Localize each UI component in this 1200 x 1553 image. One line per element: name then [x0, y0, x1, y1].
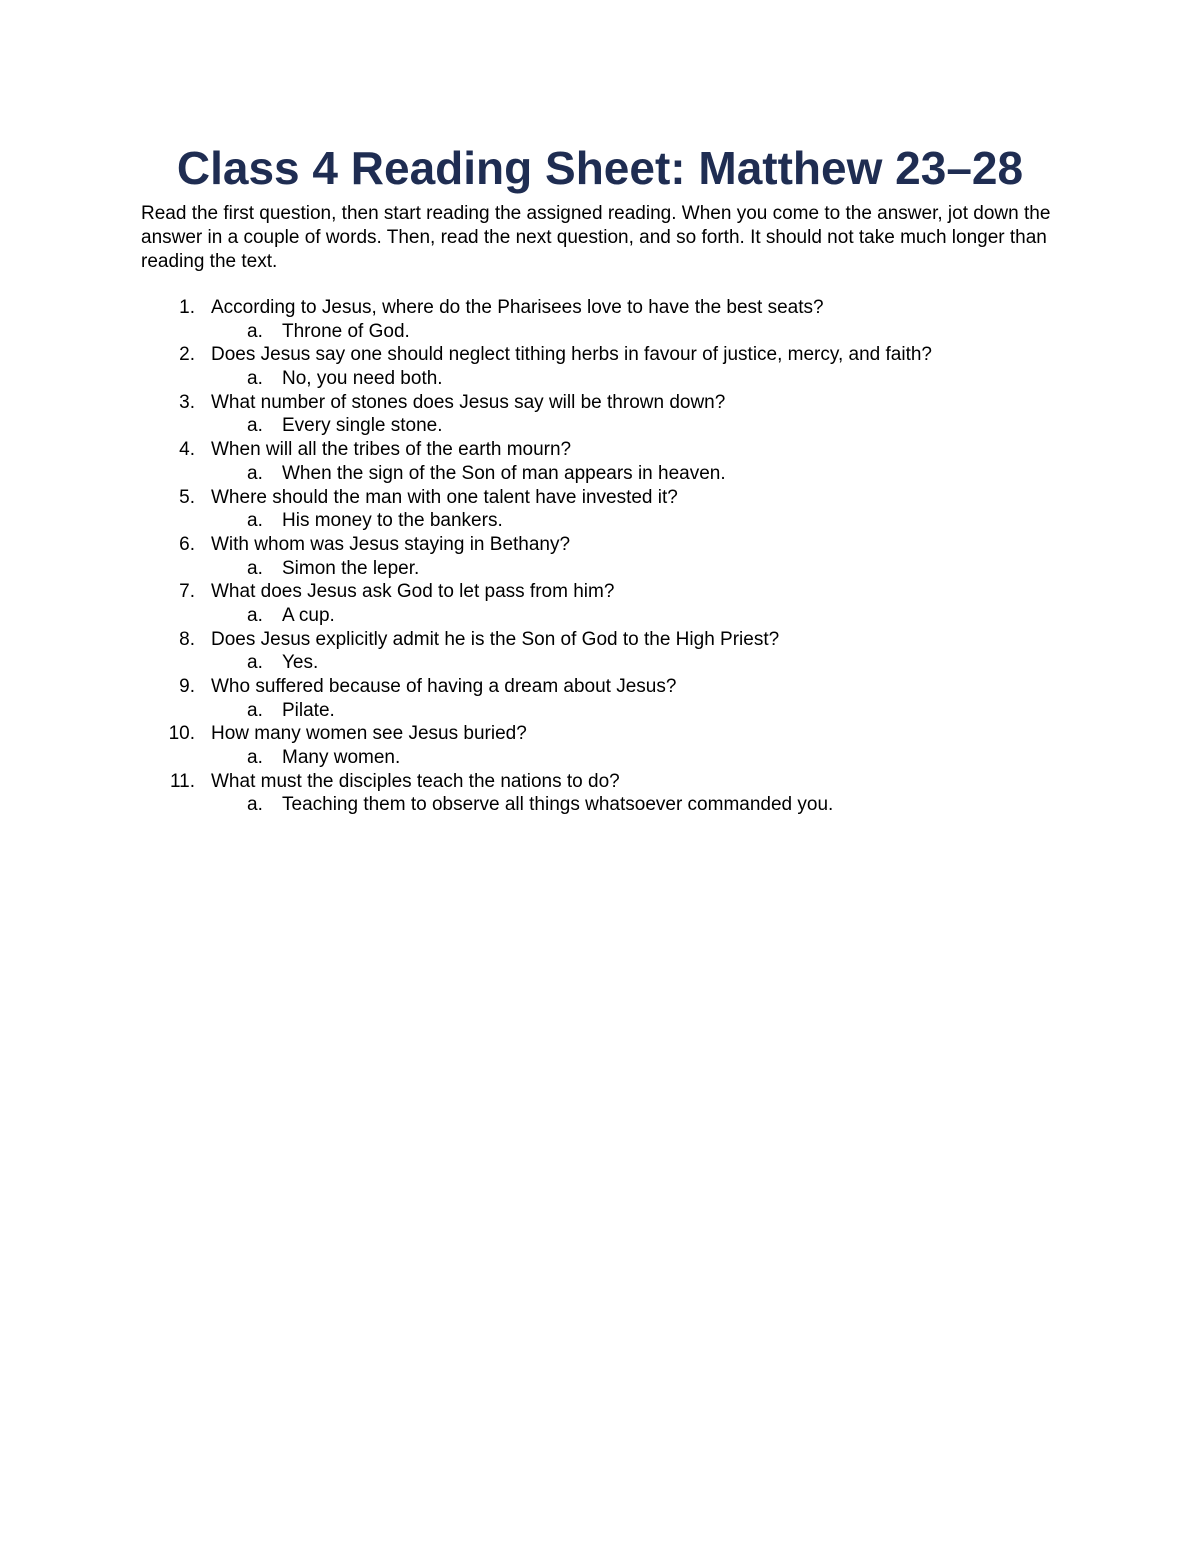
answer-marker: a. — [247, 557, 263, 579]
question-text: What does Jesus ask God to let pass from him? — [211, 581, 615, 603]
answer-marker: a. — [247, 794, 263, 816]
question-item — [0, 296, 1200, 343]
question-line — [0, 343, 1200, 367]
answer-text: Yes. — [282, 652, 319, 674]
question-text: Does Jesus explicitly admit he is the Son of God to the High Priest? — [211, 628, 780, 650]
answer-text: Many women. — [282, 747, 401, 769]
question-line — [0, 438, 1200, 462]
question-number: 11. — [169, 770, 195, 792]
answer-line — [0, 746, 1200, 770]
page-title: Class 4 Reading Sheet: Matthew 23–28 — [176, 142, 1024, 194]
intro-paragraph: Read the first question, then start reading the assigned reading. When you come to the answer, jot down the answer in a couple of words. Then, read the next question, and so forth. It should not take much longer than reading the text. — [141, 203, 1051, 272]
question-item — [0, 343, 1200, 390]
answer-text: His money to the bankers. — [282, 510, 503, 532]
question-number: 4. — [179, 439, 195, 461]
answer-line — [0, 604, 1200, 628]
answer-marker: a. — [247, 747, 263, 769]
answer-line — [0, 557, 1200, 581]
question-text: Where should the man with one talent have invested it? — [211, 486, 678, 508]
question-text: Who suffered because of having a dream about Jesus? — [211, 676, 677, 697]
question-text: What must the disciples teach the nations to do? — [211, 770, 620, 792]
question-line — [0, 391, 1200, 415]
answer-text: Simon the leper. — [282, 557, 420, 579]
answer-marker: a. — [247, 415, 263, 437]
question-text: With whom was Jesus staying in Bethany? — [211, 533, 571, 555]
question-line — [0, 296, 1200, 320]
question-item — [0, 770, 1200, 817]
answer-text: A cup. — [282, 604, 335, 626]
question-item — [0, 580, 1200, 627]
question-item — [0, 722, 1200, 769]
answer-text: No, you need both. — [282, 368, 443, 390]
answer-marker: a. — [247, 320, 263, 342]
question-line — [0, 675, 1200, 699]
question-list — [0, 296, 1200, 817]
question-number: 1. — [179, 297, 195, 318]
question-item — [0, 438, 1200, 485]
question-line — [0, 628, 1200, 652]
question-number: 7. — [179, 581, 195, 603]
answer-marker: a. — [247, 652, 263, 674]
question-number: 5. — [179, 486, 195, 508]
question-number: 2. — [179, 344, 195, 366]
question-item — [0, 533, 1200, 580]
question-text: Does Jesus say one should neglect tithing herbs in favour of justice, mercy, and faith? — [211, 344, 932, 366]
answer-line — [0, 462, 1200, 486]
question-text: According to Jesus, where do the Pharisees love to have the best seats? — [211, 297, 824, 318]
question-text: How many women see Jesus buried? — [211, 723, 527, 745]
question-line — [0, 533, 1200, 557]
answer-marker: a. — [247, 510, 263, 532]
answer-line — [0, 320, 1200, 344]
answer-line — [0, 793, 1200, 817]
question-line — [0, 770, 1200, 794]
answer-line — [0, 509, 1200, 533]
answer-marker: a. — [247, 604, 263, 626]
answer-line — [0, 651, 1200, 675]
question-number: 3. — [179, 391, 195, 413]
answer-line — [0, 699, 1200, 723]
answer-text: Teaching them to observe all things whatsoever commanded you. — [282, 794, 834, 816]
question-number: 8. — [179, 628, 195, 650]
question-item — [0, 486, 1200, 533]
answer-text: Pilate. — [282, 699, 335, 721]
question-item — [0, 391, 1200, 438]
question-item — [0, 628, 1200, 675]
answer-text: Throne of God. — [282, 320, 410, 342]
question-line — [0, 722, 1200, 746]
answer-line — [0, 367, 1200, 391]
answer-marker: a. — [247, 699, 263, 721]
answer-marker: a. — [247, 462, 263, 484]
question-number: 9. — [179, 676, 195, 697]
question-text: When will all the tribes of the earth mourn? — [211, 439, 572, 461]
question-number: 6. — [179, 533, 195, 555]
answer-text: When the sign of the Son of man appears in heaven. — [282, 462, 726, 484]
question-text: What number of stones does Jesus say will be thrown down? — [211, 391, 726, 413]
question-number: 10. — [168, 723, 195, 745]
answer-line — [0, 414, 1200, 438]
answer-text: Every single stone. — [282, 415, 443, 437]
question-line — [0, 580, 1200, 604]
question-item — [0, 675, 1200, 722]
answer-marker: a. — [247, 368, 263, 390]
question-line — [0, 486, 1200, 510]
